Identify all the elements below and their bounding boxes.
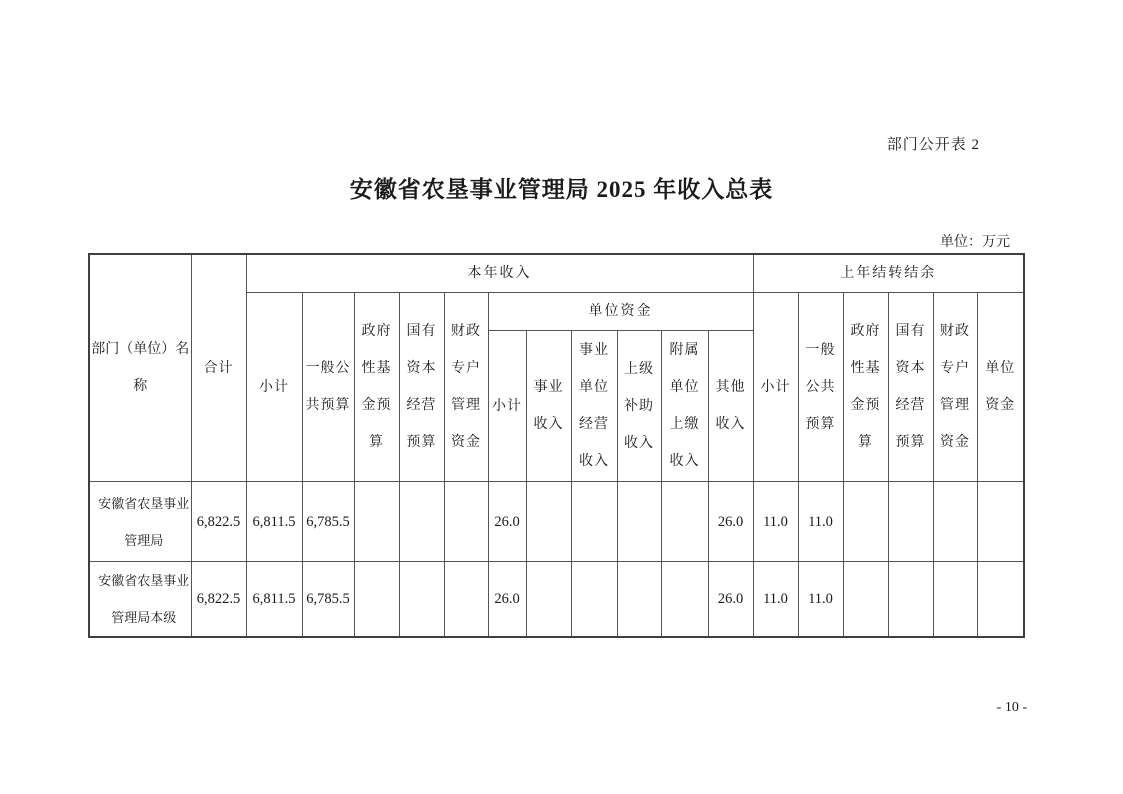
cell-co-unit-funds	[977, 562, 1024, 638]
cell-total: 6,822.5	[191, 562, 246, 638]
cell-co-state-capital	[888, 482, 933, 562]
cell-co-subtotal: 11.0	[753, 482, 798, 562]
cell-total: 6,822.5	[191, 482, 246, 562]
cell-co-unit-funds	[977, 482, 1024, 562]
page-title: 安徽省农垦事业管理局 2025 年收入总表	[349, 177, 774, 202]
cell-cy-fiscal-account	[444, 482, 488, 562]
table-row	[89, 482, 1024, 562]
cell-cy-state-capital	[399, 562, 444, 638]
header-uf-superior-subsidy-income: 上级补助收入	[617, 331, 661, 482]
cell-cy-gov-fund	[354, 482, 399, 562]
cell-uf-affiliated-remit-income	[661, 482, 708, 562]
header-co-gov-fund-budget: 政府性基金预算	[843, 293, 888, 482]
cell-uf-business-income	[526, 482, 571, 562]
cell-uf-other-income: 26.0	[708, 562, 753, 638]
cell-co-subtotal: 11.0	[753, 562, 798, 638]
cell-cy-fiscal-account	[444, 562, 488, 638]
header-current-year-group: 本年收入	[246, 254, 753, 293]
cell-co-gov-fund	[843, 562, 888, 638]
cell-uf-superior-subsidy-income	[617, 562, 661, 638]
header-cy-gov-fund-budget: 政府性基金预算	[354, 293, 399, 482]
header-uf-other-income: 其他收入	[708, 331, 753, 482]
corner-table-label: 部门公开表 2	[886, 137, 980, 153]
cell-co-general-public: 11.0	[798, 562, 843, 638]
cell-cy-gov-fund	[354, 562, 399, 638]
header-carryover-group: 上年结转结余	[753, 254, 1024, 293]
cell-uf-subtotal: 26.0	[488, 562, 526, 638]
cell-uf-affiliated-remit-income	[661, 562, 708, 638]
header-uf-subtotal: 小计	[488, 331, 526, 482]
header-co-fiscal-account-funds: 财政专户管理资金	[933, 293, 977, 482]
cell-uf-business-operating-income	[571, 482, 617, 562]
cell-co-fiscal-account	[933, 482, 977, 562]
cell-co-state-capital	[888, 562, 933, 638]
row-dept-name: 安徽省农垦事业管理局本级	[89, 562, 191, 638]
cell-uf-other-income: 26.0	[708, 482, 753, 562]
cell-uf-business-income	[526, 562, 571, 638]
header-cy-subtotal: 小计	[246, 293, 302, 482]
cell-cy-state-capital	[399, 482, 444, 562]
table-row	[89, 562, 1024, 638]
unit-label: 单位：万元	[940, 235, 1010, 250]
cell-uf-subtotal: 26.0	[488, 482, 526, 562]
header-co-subtotal: 小计	[753, 293, 798, 482]
header-dept-name: 部门（单位）名称	[89, 254, 191, 482]
cell-cy-subtotal: 6,811.5	[246, 482, 302, 562]
header-uf-business-operating-income: 事业单位经营收入	[571, 331, 617, 482]
revenue-summary-table	[88, 253, 1025, 638]
header-uf-affiliated-remit-income: 附属单位上缴收入	[661, 331, 708, 482]
page-number: - 10 -	[996, 700, 1027, 715]
header-total: 合计	[191, 254, 246, 482]
cell-co-fiscal-account	[933, 562, 977, 638]
cell-cy-general-public: 6,785.5	[302, 562, 354, 638]
header-cy-state-capital-budget: 国有资本经营预算	[399, 293, 444, 482]
header-row-groups	[89, 254, 1024, 293]
header-cy-fiscal-account-funds: 财政专户管理资金	[444, 293, 488, 482]
header-unit-funds-group: 单位资金	[488, 293, 753, 331]
row-dept-name: 安徽省农垦事业管理局	[89, 482, 191, 562]
header-co-state-capital-budget: 国有资本经营预算	[888, 293, 933, 482]
header-co-general-public-budget: 一般公共预算	[798, 293, 843, 482]
cell-co-general-public: 11.0	[798, 482, 843, 562]
cell-co-gov-fund	[843, 482, 888, 562]
header-co-unit-funds: 单位资金	[977, 293, 1024, 482]
cell-uf-superior-subsidy-income	[617, 482, 661, 562]
header-cy-general-public-budget: 一般公共预算	[302, 293, 354, 482]
cell-cy-subtotal: 6,811.5	[246, 562, 302, 638]
cell-cy-general-public: 6,785.5	[302, 482, 354, 562]
cell-uf-business-operating-income	[571, 562, 617, 638]
header-uf-business-income: 事业收入	[526, 331, 571, 482]
